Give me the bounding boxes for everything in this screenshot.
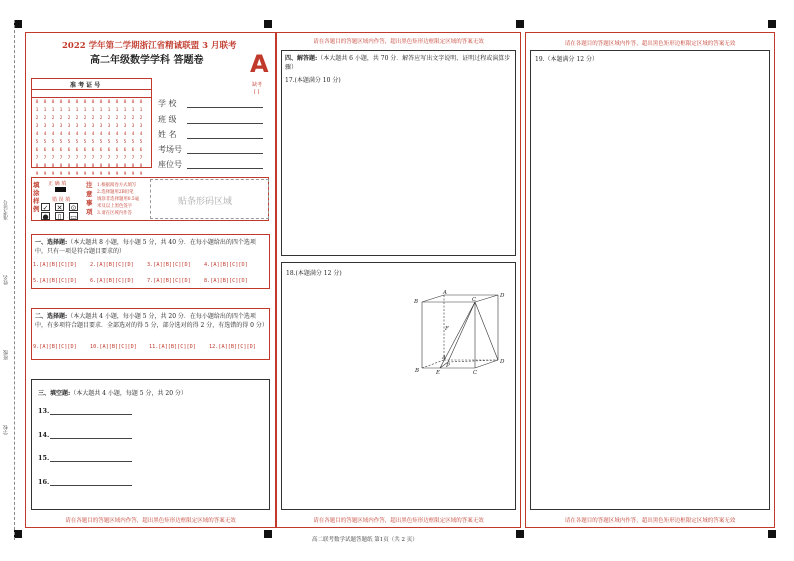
- q6-options[interactable]: 6.[A][B][C][D]: [90, 278, 134, 284]
- figure-label-d-bottom: D: [500, 359, 505, 365]
- id-panel-title: 准 考 证 号: [70, 82, 101, 89]
- figure-label-a-bottom: A: [442, 355, 446, 361]
- q18-figure: [412, 290, 512, 375]
- registration-mark-bottom-far-right: [768, 530, 776, 538]
- version-note: 缺考: [252, 82, 263, 88]
- q19-answer-box[interactable]: [530, 50, 770, 510]
- field-class-label: 班 级: [158, 115, 177, 124]
- side-label-id: 准考证号: [3, 200, 9, 220]
- check-mark-icon: ✓: [42, 204, 49, 212]
- section4-title: 四、解答题:: [285, 55, 318, 62]
- exam-title: 2022 学年第二学期浙江省精诚联盟 3 月联考: [62, 41, 237, 51]
- column2-bottom-notice: 请在各题目的答题区域内作答，超出黑色矩形边框限定区域的答案无效: [313, 518, 484, 524]
- q12-options[interactable]: 12.[A][B][C][D]: [209, 344, 256, 350]
- blank-16-label: 16.: [38, 478, 50, 486]
- q2-options[interactable]: 2.[A][B][C][D]: [90, 262, 134, 268]
- registration-mark-top-left: [14, 20, 22, 28]
- binding-line: [14, 20, 15, 540]
- q7-options[interactable]: 7.[A][B][C][D]: [147, 278, 191, 284]
- dot-mark-icon: ●: [42, 213, 49, 221]
- blank-13-label: 13.: [38, 407, 50, 415]
- q18-label: 18.(本题满分 12 分): [286, 270, 342, 277]
- column2-top-notice: 请在各题目的答题区域内作答，超出黑色矩形边框限定区域的答案无效: [313, 39, 484, 45]
- fill-wrong-label: 错 误 填: [52, 197, 71, 203]
- figure-label-c-bottom: C: [473, 370, 478, 375]
- figure-edge: [475, 302, 498, 360]
- section1-title: 一、选择题:: [35, 239, 68, 246]
- field-school-label: 学 校: [158, 99, 177, 108]
- fill-example-label: 填涂样例: [33, 181, 40, 213]
- q5-options[interactable]: 5.[A][B][C][D]: [33, 278, 77, 284]
- figure-label-p: P: [446, 363, 450, 369]
- figure-label-b-top: B: [414, 299, 419, 305]
- attention-label: 注意事项: [86, 181, 93, 216]
- section4-desc: （本大题共 6 小题，共 70 分．解答应写出文字说明、证明过程或演算步骤）: [285, 55, 511, 71]
- registration-mark-bottom-left: [14, 530, 22, 538]
- field-room-label: 考场号: [158, 145, 182, 154]
- figure-edge: [422, 295, 444, 302]
- section2-desc: （本大题共 4 小题，每小题 5 分，共 20 分．在每小题给出的四个选项中，有多项符合题目要求．全部选对的得 5 分，部分选对的得 2 分，有选错的得 0 分）: [35, 313, 268, 329]
- id-bubble-grid[interactable]: 0 0 0 0 0 0 0 0 0 0 0 0 0 0 1 1 1 1 1 1 1 1 1 1 1 1 1 1 2 2 2 2 2 2 2 2 2 2 2 2 2 2 3 3 3 3 3 3 3 3 3 3 3 3 3 3 4 4 4 4 4 4 4 4 4 4 4 4 4 4 5 5 5 5 5 5 5 5 5 5 5 5 5 5 6 6 6 6 6 6 6 6 6 6 6 6 6 6 7 7 7 7 7 7 7 7 7 7 7 7 7 7 8 8 8 8 8 8 8 8 8 8 8 8 8 8 9 9 9 9 9 9 9 9 9 9 9 9 9 9: [35, 100, 143, 177]
- figure-edge: [475, 295, 498, 302]
- q9-options[interactable]: 9.[A][B][C][D]: [33, 344, 77, 350]
- attention-notes: 1.根据阅卷方式填写 2.选择题用2B铅笔 填涂非选择题用0.5毫 米及以上黑色签字 3.请在区域内作答: [97, 183, 140, 216]
- sheet-title: 高二年级数学学科 答题卷: [90, 55, 204, 66]
- field-seat-label: 座位号: [158, 160, 182, 169]
- section3-desc: （本大题共 4 小题，每题 5 分，共 20 分）: [70, 390, 187, 397]
- registration-mark-bottom-right: [516, 530, 524, 538]
- q8-options[interactable]: 8.[A][B][C][D]: [204, 278, 248, 284]
- figure-label-c-top: C: [472, 297, 477, 303]
- version-box: [ ]: [254, 89, 260, 95]
- cross-mark-icon: ✕: [56, 204, 63, 212]
- registration-mark-top-mid: [264, 20, 272, 28]
- q10-options[interactable]: 10.[A][B][C][D]: [90, 344, 137, 350]
- figure-label-e: E: [436, 370, 441, 375]
- section2-title: 二、选择题:: [35, 313, 68, 320]
- section4-text: [285, 54, 511, 72]
- figure-label-b-bottom: B: [415, 368, 420, 374]
- figure-edge: [448, 302, 475, 362]
- blank-15-label: 15.: [38, 454, 50, 462]
- column1-frame: [25, 32, 276, 528]
- side-label-class: 班级: [3, 350, 9, 360]
- blank-14-label: 14.: [38, 431, 50, 439]
- figure-label-f: F: [445, 326, 449, 332]
- figure-label-d-top: D: [500, 293, 505, 299]
- barcode-area-label: 贴条形码区域: [178, 197, 233, 207]
- section1-desc: （本大题共 8 小题，每小题 5 分，共 40 分．在每小题给出的四个选项中，只有一项是符合题目要求的）: [35, 239, 256, 255]
- column3-bottom-notice: 请在各题目的答题区域内作答，超出黑色矩形边框限定区域的答案无效: [564, 518, 736, 524]
- side-label-school: 学校: [3, 425, 9, 435]
- column3-top-notice: 请在各题目的答题区域内作答，超出黑色矩形边框限定区域的答案无效: [564, 41, 736, 47]
- q11-options[interactable]: 11.[A][B][C][D]: [149, 344, 196, 350]
- page-footer: 高二联考数学试题答题纸 第1页（共 2 页）: [312, 537, 418, 543]
- circle-mark-icon: ⊙: [70, 204, 77, 212]
- q3-options[interactable]: 3.[A][B][C][D]: [147, 262, 191, 268]
- side-label-name: 姓名: [3, 275, 9, 285]
- section3-title: 三、填空题:: [38, 390, 71, 397]
- registration-mark-bottom-mid: [264, 530, 272, 538]
- version-letter: A: [250, 50, 269, 78]
- q19-label: 19.（本题满分 12 分）: [535, 56, 598, 63]
- column1-bottom-notice: 请在各题目的答题区域内作答，超出黑色矩形边框限定区域的答案无效: [65, 518, 236, 524]
- registration-mark-top-right: [516, 20, 524, 28]
- partial-mark-icon: ▯: [55, 212, 64, 220]
- q4-options[interactable]: 4.[A][B][C][D]: [204, 262, 248, 268]
- q17-label: 17.(本题满分 10 分): [285, 77, 341, 84]
- fill-correct-label: 正 确 填: [48, 181, 67, 187]
- figure-edge: [475, 360, 498, 368]
- field-name-label: 姓 名: [158, 130, 177, 139]
- q1-options[interactable]: 1.[A][B][C][D]: [33, 262, 77, 268]
- figure-label-a-top: A: [443, 290, 447, 296]
- dash-mark-icon: ▭: [70, 213, 77, 221]
- registration-mark-top-far-right: [768, 20, 776, 28]
